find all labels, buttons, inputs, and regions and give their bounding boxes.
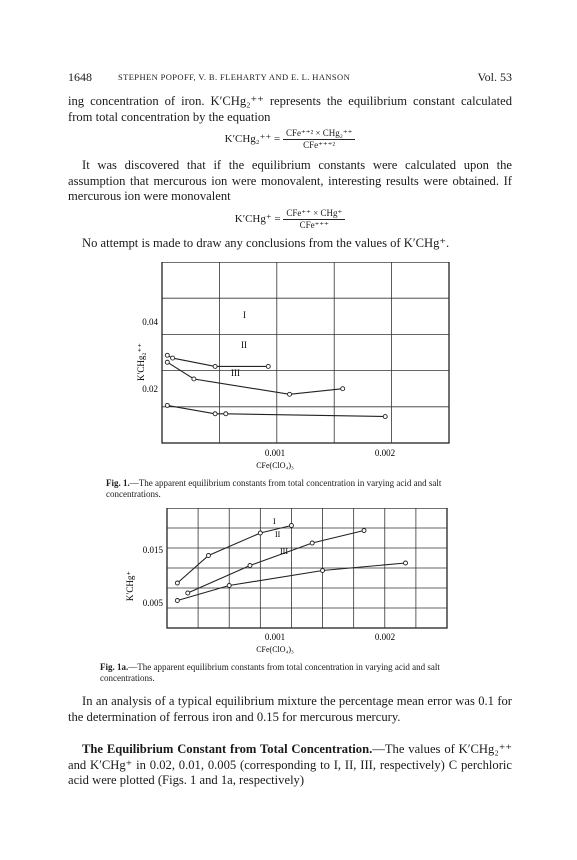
fig1-series-label-III: III xyxy=(231,368,240,378)
fig1-series-II-point xyxy=(341,387,345,391)
fig1a-xlabel: CFe(ClO₄)₃ xyxy=(256,645,294,654)
page-header xyxy=(68,70,512,88)
fig1-series-III-point xyxy=(383,415,387,419)
fig1-series-label-I: I xyxy=(243,310,246,320)
fig1-ytick-004: 0.04 xyxy=(142,317,158,327)
running-authors: STEPHEN POPOFF, V. B. FLEHARTY AND E. L. HANSON xyxy=(118,72,351,82)
fig1a-series-I-point xyxy=(289,524,293,528)
figure-1a-chart xyxy=(115,508,460,658)
fig1a-ytick-0015: 0.015 xyxy=(142,545,163,555)
fig1-series-I-point xyxy=(213,364,217,368)
equation-1-numerator: CFe⁺⁺² × CHg₂⁺⁺ xyxy=(283,128,355,140)
paragraph-4: In an analysis of a typical equilibrium mixture the percentage mean error was 0.1 for the determination of ferrous iron and 0.15 for mercurous mercury. xyxy=(68,694,512,724)
paragraph-2: It was discovered that if the equilibrium constants were calculated upon the assumption that mercurous ion were monovalent, interesting results were obtained. If mercurous ion were monovalent xyxy=(68,158,512,203)
fig1a-ytick-0005: 0.005 xyxy=(142,598,163,608)
fig1-xlabel: CFe(ClO₄)₃ xyxy=(256,461,294,470)
page-number: 1648 xyxy=(68,70,92,84)
fig1a-series-III-point xyxy=(175,599,179,603)
fig1-ylabel: K′CHg₂⁺⁺ xyxy=(136,342,146,382)
fig1a-series-II-line xyxy=(188,531,364,594)
fig1a-series-II-point xyxy=(310,541,314,545)
equation-1-denominator: CFe⁺⁺⁺² xyxy=(303,140,336,150)
paragraph-5-body: —The values of K′CHg₂⁺⁺ and K′CHg⁺ in 0.02, 0.01, 0.005 (corresponding to I, II, III, respectively) C perchloric acid were plotted (Figs. 1 and 1a, respectively) xyxy=(68,742,513,787)
fig1-series-I-point xyxy=(171,356,175,360)
figure-1-caption-text: —The apparent equilibrium constants from total concentration in varying acid and salt concentrations. xyxy=(106,478,442,499)
equation-2-numerator: CFe⁺⁺ × CHg⁺ xyxy=(283,208,345,220)
fig1-series-II-point xyxy=(192,377,196,381)
fig1-xtick-0001: 0.001 xyxy=(264,448,286,458)
equation-1-fraction xyxy=(283,128,355,151)
fig1-series-I-point xyxy=(165,353,169,357)
paragraph-1: ing concentration of iron. K′CHg₂⁺⁺ represents the equilibrium constant calculated from total concentration by the equation xyxy=(68,94,512,124)
fig1a-series-II-point xyxy=(362,529,366,533)
equation-1-lhs: K′CHg₂⁺⁺ = xyxy=(224,133,281,146)
equation-2-denominator: CFe⁺⁺⁺ xyxy=(299,220,329,230)
fig1-lines xyxy=(165,353,387,418)
fig1-ytick-002: 0.02 xyxy=(142,384,158,394)
fig1a-series-I-point xyxy=(258,531,262,535)
fig1-xtick-0002: 0.002 xyxy=(374,448,396,458)
fig1-series-I-point xyxy=(266,364,270,368)
fig1a-series-I-point xyxy=(175,581,179,585)
fig1a-series-III-point xyxy=(404,561,408,565)
figure-1-caption xyxy=(106,478,486,500)
equation-1 xyxy=(68,128,512,151)
figure-1-caption-label: Fig. 1. xyxy=(106,478,130,488)
fig1a-series-I-point xyxy=(206,554,210,558)
fig1a-series-II-point xyxy=(248,564,252,568)
section-heading: The Equilibrium Constant from Total Concentration. xyxy=(82,742,373,756)
figure-1a-caption-label: Fig. 1a. xyxy=(100,662,129,672)
fig1a-series-III-point xyxy=(227,584,231,588)
equation-2-fraction xyxy=(283,208,345,231)
fig1-frame xyxy=(162,262,449,443)
fig1a-series-label-I: I xyxy=(273,517,276,526)
fig1a-series-label-III: III xyxy=(280,547,288,556)
fig1a-grid xyxy=(167,508,447,628)
paragraph-5 xyxy=(68,742,512,789)
fig1a-ylabel: K′CHg⁺ xyxy=(125,570,135,602)
fig1a-series-label-II: II xyxy=(275,530,281,539)
figure-1a-caption xyxy=(100,662,485,684)
fig1a-series-III-point xyxy=(321,569,325,573)
figure-1-chart xyxy=(110,262,470,472)
fig1-series-III-point xyxy=(224,412,228,416)
equation-2-lhs: K′CHg⁺ = xyxy=(234,213,281,226)
fig1-series-label-II: II xyxy=(241,340,247,350)
fig1-series-III-point xyxy=(165,403,169,407)
fig1a-series-II-point xyxy=(186,591,190,595)
equation-2 xyxy=(68,208,512,231)
fig1-series-II-point xyxy=(165,360,169,364)
fig1a-xtick-0002: 0.002 xyxy=(374,632,396,642)
fig1-series-I-line xyxy=(167,355,268,366)
volume-number: Vol. 53 xyxy=(477,70,512,84)
fig1-series-III-point xyxy=(213,412,217,416)
fig1-series-II-point xyxy=(288,392,292,396)
figure-1a-caption-text: —The apparent equilibrium constants from total concentration in varying acid and salt concentrations. xyxy=(100,662,440,683)
fig1-grid xyxy=(162,262,449,443)
paragraph-3: No attempt is made to draw any conclusions from the values of K′CHg⁺. xyxy=(82,236,450,250)
fig1a-xtick-0001: 0.001 xyxy=(264,632,286,642)
